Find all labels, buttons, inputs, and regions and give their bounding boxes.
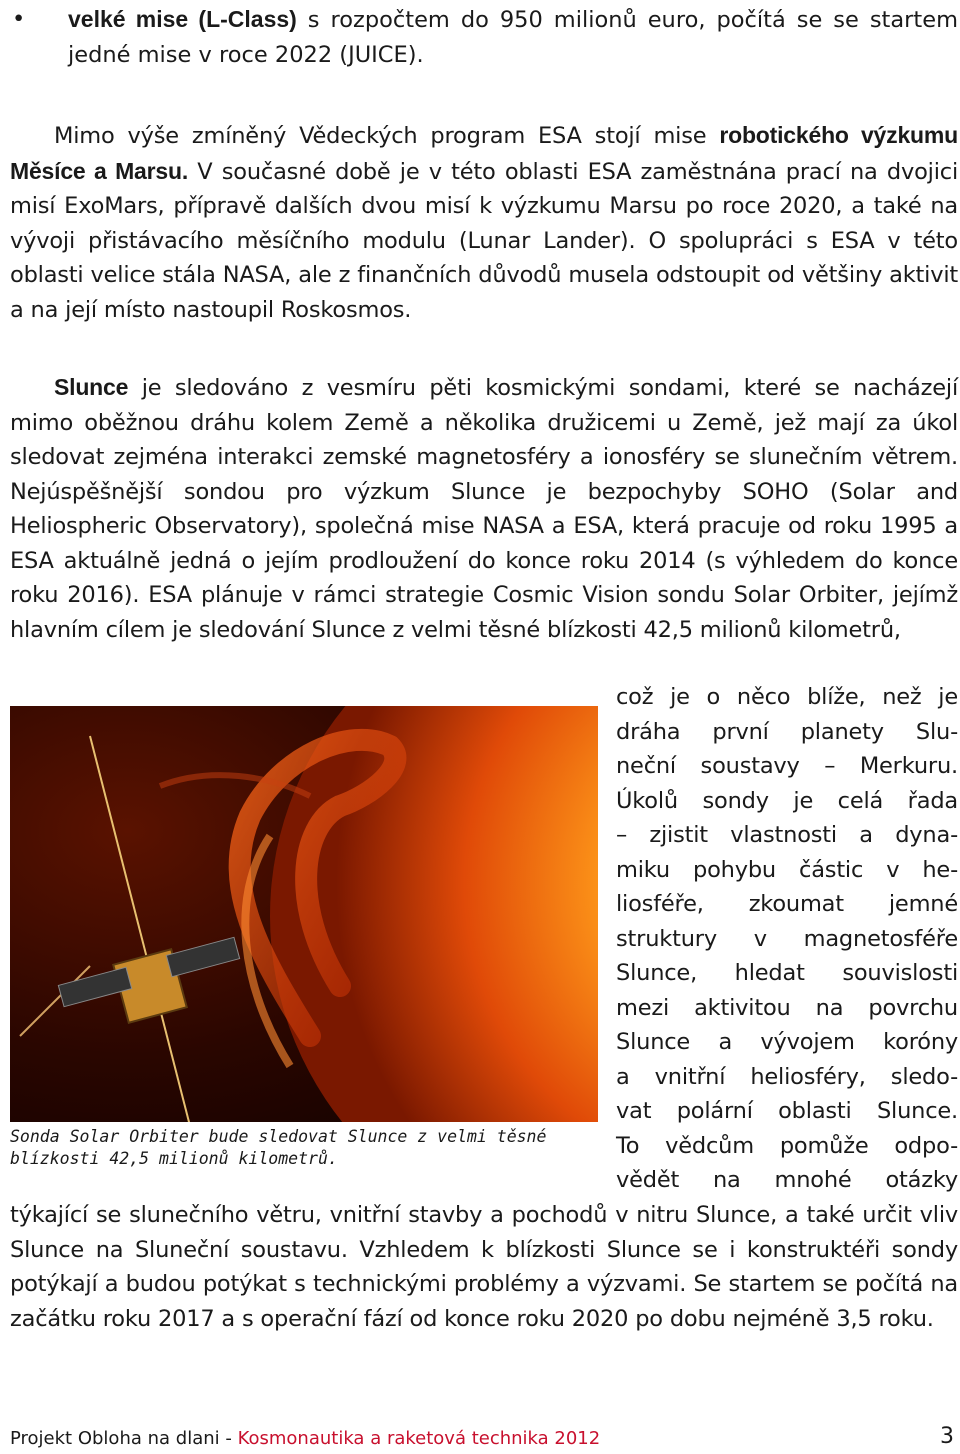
wrap-line: Slunce a vývojem koróny [616,1029,958,1055]
page-footer [10,1424,958,1454]
wrap-line: struktury v magnetosféře [616,925,958,952]
wrap-line: To vědcům pomůže odpo- [616,1132,958,1159]
wrap-line: – zjistit vlastnosti a dyna- [616,822,958,848]
wrap-line: dráha první planety Slu- [616,718,958,745]
wrap-line: miku pohybu částic v he- [616,856,958,883]
page-number: 3 [940,1424,954,1449]
wrap-line: a vnitřní heliosféry, sledo- [616,1063,958,1090]
para2-body: je sledováno z vesmíru pěti kosmickými sondami, které se nacházejí mimo oběžnou dráhu kolem Země a několika družicemi u Země, jež mají za úkol sledovat zejména interakci zemské magnetosféry a ionosféry se slunečním větrem. Nejúspěšnější sondou pro výzkum Slunce je bezpochyby SOHO (Solar and Heliospheric Observatory), společná mise NASA a ESA, která pracuje od roku 1995 a ESA aktuálně jedná o jejím prodloužení do konce roku 2014 (s výhledem do konce roku 2016). ESA plánuje v rámci strategie Cosmic Vision sondu Solar Orbiter, jejímž hlavním cílem je sledování Slunce z velmi těsné blízkosti 42,5 milionů kilometrů, [10,375,958,643]
para1-bold: robotického výzkumu Měsíce a Marsu. [10,122,958,184]
para1-body: V současné době je v této oblasti ESA zaměstnána prací na dvojici misí ExoMars, přípravě dalších dvou misí k výzkumu Marsu po roce 2020, a také na vývoji přistávacího měsíčního modulu (Lunar Lander). O spolupráci s ESA v této oblasti velice stála NASA, ale z finančních důvodů musela odstoupit od většiny aktivit a na její místo nastoupil Roskosmos. [10,158,958,323]
bullet-marker: • [12,6,26,32]
footer-title: Kosmonautika a raketová technika 2012 [237,1428,601,1449]
wrap-line: liosféře, zkoumat jemné [616,891,958,917]
wrap-line: Úkolů sondy je celá řada [616,787,958,814]
footer-text [10,1428,600,1449]
bullet-body: s rozpočtem do 950 milionů euro, počítá se se startem jedné mise v roce 2022 (JUICE). [68,7,958,68]
wrap-line: neční soustavy – Merkuru. [616,753,958,779]
wrap-line: vědět na mnohé otázky [616,1167,958,1193]
paragraph-continuation: týkající se slunečního větru, vnitřní stavby a pochodů v nitru Slunce, a také určit vliv Slunce na Sluneční soustavu. Vzhledem k blízkosti Slunce se i konstruktéři sondy potýkají a budou potýkat s technickými problémy a výzvami. Se startem se počítá na začátku roku 2017 a s operační fází od konce roku 2020 po dobu nejméně 3,5 roku. [10,1202,958,1332]
footer-project: Projekt Obloha na dlani - [10,1428,238,1449]
figure-caption: Sonda Solar Orbiter bude sledovat Slunce z velmi těsné blízkosti 42,5 milionů kilometrů. [10,1127,547,1168]
sun-illustration [10,706,598,1122]
solar-orbiter-image [10,706,598,1122]
wrap-line: vat polární oblasti Slunce. [616,1098,958,1124]
paragraph-sun [10,370,958,647]
bullet-item [12,2,958,72]
bullet-bold: velké mise (L-Class) [68,6,297,32]
para2-bold: Slunce [54,374,129,400]
wrapped-text-column [616,680,958,1198]
wrap-line: mezi aktivitou na povrchu [616,994,958,1021]
bullet-text [68,2,958,72]
paragraph-mars-moon [10,118,958,327]
wrap-line: což je o něco blíže, než je [616,684,958,710]
para1-lead: Mimo výše zmíněný Vědeckých program ESA stojí mise [54,123,720,149]
wrap-line: Slunce, hledat souvislosti [616,960,958,986]
